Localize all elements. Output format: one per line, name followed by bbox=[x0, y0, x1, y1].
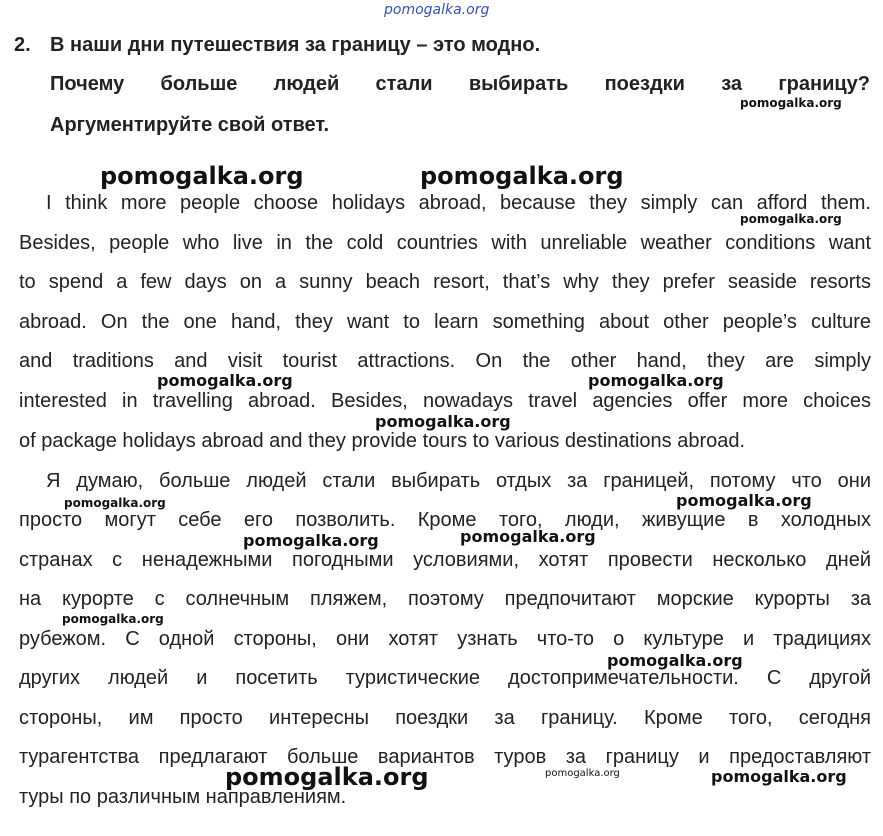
task-number: 2. bbox=[14, 34, 31, 56]
task-question: Почему больше людей стали выбирать поездки за границу? bbox=[50, 73, 870, 95]
watermark: pomogalka.org bbox=[740, 212, 842, 226]
text-line: турагентства предлагают больше вариантов туров за границу и предоставляют bbox=[19, 746, 871, 768]
task-instruction: Аргументируйте свой ответ. bbox=[50, 114, 330, 136]
watermark: pomogalka.org bbox=[740, 96, 842, 110]
text-line: and traditions and visit tourist attractions. On the other hand, they are simply bbox=[19, 350, 871, 372]
text-line: Besides, people who live in the cold countries with unreliable weather conditions want bbox=[19, 232, 871, 254]
text-line: на курорте с солнечным пляжем, поэтому предпочитают морские курорты за bbox=[19, 588, 871, 610]
text-line: interested in travelling abroad. Besides, nowadays travel agencies offer more choices bbox=[19, 390, 871, 412]
text-line: просто могут себе его позволить. Кроме того, люди, живущие в холодных bbox=[19, 509, 871, 531]
text-line: других людей и посетить туристические достопримечательности. С другой bbox=[19, 667, 871, 689]
text-line: to spend a few days on a sunny beach resort, that’s why they prefer seaside resorts bbox=[19, 271, 871, 293]
watermark: pomogalka.org bbox=[62, 612, 164, 626]
text-line: стороны, им просто интересны поездки за границу. Кроме того, сегодня bbox=[19, 707, 871, 729]
watermark: pomogalka.org bbox=[100, 162, 304, 190]
text-line: рубежом. С одной стороны, они хотят узнать что-то о культуре и традициях bbox=[19, 628, 871, 650]
text-line: of package holidays abroad and they provide tours to various destinations abroad. bbox=[19, 430, 746, 452]
watermark: pomogalka.org bbox=[545, 768, 620, 779]
text-line: странах с ненадежными погодными условиями, хотят провести несколько дней bbox=[19, 549, 871, 571]
text-line: Я думаю, больше людей стали выбирать отдых за границей, потому что они bbox=[46, 470, 871, 492]
watermark: pomogalka.org bbox=[225, 763, 429, 791]
watermark: pomogalka.org bbox=[588, 371, 724, 390]
task-heading: В наши дни путешествия за границу – это модно. bbox=[50, 34, 541, 56]
watermark: pomogalka.org bbox=[420, 162, 624, 190]
watermark: pomogalka.org bbox=[64, 496, 166, 510]
watermark: pomogalka.org bbox=[711, 767, 847, 786]
watermark: pomogalka.org bbox=[375, 412, 511, 431]
watermark: pomogalka.org bbox=[243, 531, 379, 550]
watermark: pomogalka.org bbox=[460, 527, 596, 546]
watermark-top: pomogalka.org bbox=[384, 2, 490, 18]
text-line: I think more people choose holidays abroad, because they simply can afford them. bbox=[46, 192, 871, 214]
text-line: abroad. On the one hand, they want to learn something about other people’s culture bbox=[19, 311, 871, 333]
watermark: pomogalka.org bbox=[607, 651, 743, 670]
watermark: pomogalka.org bbox=[676, 491, 812, 510]
watermark: pomogalka.org bbox=[157, 371, 293, 390]
text-line: туры по различным направлениям. bbox=[19, 786, 347, 808]
